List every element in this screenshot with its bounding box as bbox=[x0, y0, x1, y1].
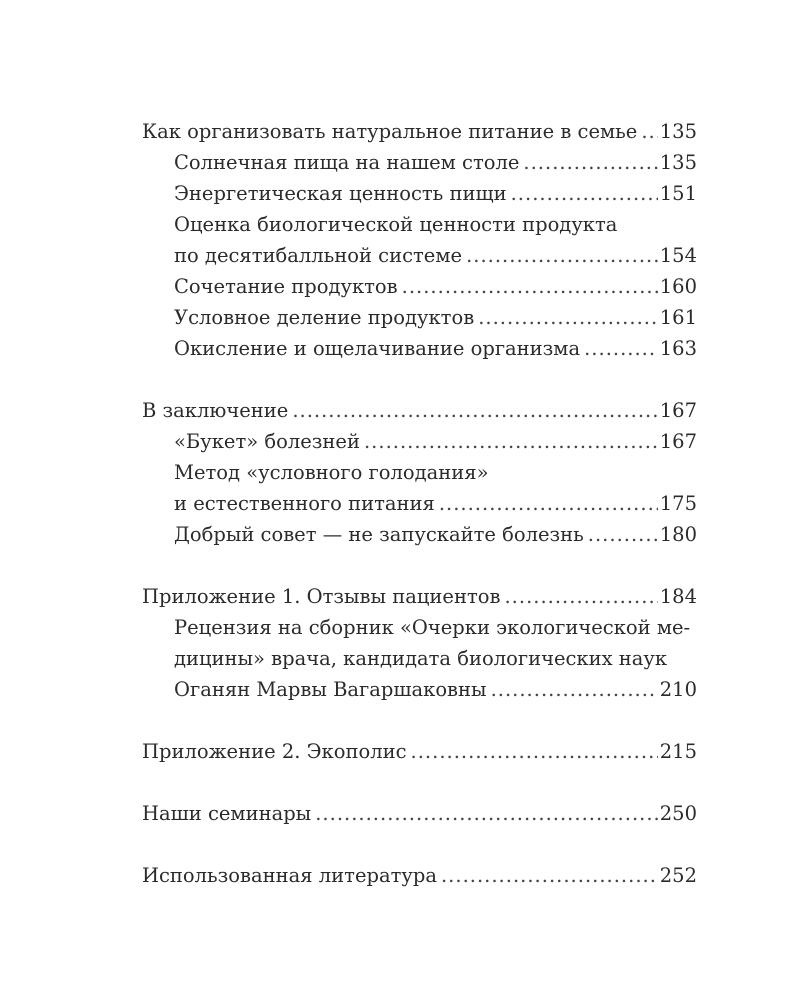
toc-leader-dots bbox=[478, 302, 658, 333]
toc-page-number: 154 bbox=[659, 244, 697, 267]
toc-page-number: 160 bbox=[659, 275, 697, 298]
toc-entry-title: Наши семинары bbox=[142, 802, 312, 825]
toc-page-number: 167 bbox=[659, 430, 697, 453]
toc-entry-title: Окисление и ощелачивание организма bbox=[174, 337, 581, 360]
toc-entry-title: Энергетическая ценность пищи bbox=[174, 182, 507, 205]
toc-leader-dots bbox=[402, 271, 658, 302]
toc-entry[interactable] bbox=[142, 581, 697, 612]
toc-leader-dots bbox=[641, 116, 657, 147]
toc-subentry[interactable] bbox=[142, 457, 697, 519]
toc-leader-dots bbox=[588, 519, 658, 550]
toc-page-number: 167 bbox=[659, 399, 697, 422]
toc-entry-title: и естественного питания bbox=[174, 492, 435, 515]
toc-subentry[interactable] bbox=[142, 519, 697, 550]
toc-page-number: 135 bbox=[659, 120, 697, 143]
toc-subentry[interactable] bbox=[142, 178, 697, 209]
toc-subentry[interactable] bbox=[142, 147, 697, 178]
toc-leader-dots bbox=[584, 333, 658, 364]
toc-leader-dots bbox=[439, 488, 658, 519]
toc-page-number: 252 bbox=[659, 864, 697, 887]
toc-entry-title: Оганян Марвы Вагаршаковны bbox=[174, 678, 487, 701]
toc-leader-dots bbox=[491, 674, 658, 705]
toc-entry-title: Приложение 2. Экополис bbox=[142, 740, 407, 763]
toc-subentry[interactable] bbox=[142, 209, 697, 271]
toc-leader-dots bbox=[411, 736, 658, 767]
toc-leader-dots bbox=[511, 178, 658, 209]
toc-entry-title: Использованная литература bbox=[142, 864, 437, 887]
toc-page-number: 210 bbox=[659, 678, 697, 701]
toc-entry[interactable] bbox=[142, 798, 697, 829]
table-of-contents bbox=[142, 116, 697, 891]
toc-leader-dots bbox=[504, 581, 657, 612]
toc-page-number: 250 bbox=[659, 802, 697, 825]
toc-entry[interactable] bbox=[142, 116, 697, 147]
toc-entry[interactable] bbox=[142, 736, 697, 767]
toc-entry-title: Сочетание продуктов bbox=[174, 275, 398, 298]
toc-entry-title: Солнечная пища на нашем столе bbox=[174, 151, 520, 174]
toc-page-number: 180 bbox=[659, 523, 697, 546]
toc-entry[interactable] bbox=[142, 395, 697, 426]
toc-page-number: 175 bbox=[659, 492, 697, 515]
toc-entry-title-line: дицины» врача, кандидата биологических наук bbox=[174, 647, 668, 670]
toc-leader-dots bbox=[364, 426, 658, 457]
toc-entry-title: Приложение 1. Отзывы пациентов bbox=[142, 585, 501, 608]
toc-entry-title-line: Оценка биологической ценности продукта bbox=[174, 213, 618, 236]
toc-entry-title: В заключение bbox=[142, 399, 289, 422]
toc-leader-dots bbox=[292, 395, 657, 426]
toc-subentry[interactable] bbox=[142, 333, 697, 364]
toc-entry-title: по десятибалльной системе bbox=[174, 244, 463, 267]
toc-page-number: 151 bbox=[659, 182, 697, 205]
toc-entry-title-line: Метод «условного голодания» bbox=[174, 461, 489, 484]
toc-subentry[interactable] bbox=[142, 271, 697, 302]
toc-entry-title: «Букет» болезней bbox=[174, 430, 360, 453]
toc-leader-dots bbox=[466, 240, 658, 271]
toc-page-number: 135 bbox=[659, 151, 697, 174]
toc-page-number: 163 bbox=[659, 337, 697, 360]
toc-page-number: 215 bbox=[659, 740, 697, 763]
toc-leader-dots bbox=[523, 147, 657, 178]
toc-entry-title-line: Рецензия на сборник «Очерки экологической ме- bbox=[174, 616, 691, 639]
toc-subentry[interactable] bbox=[142, 612, 697, 705]
toc-leader-dots bbox=[441, 860, 658, 891]
toc-entry-title: Как организовать натуральное питание в семье bbox=[142, 120, 638, 143]
toc-entry[interactable] bbox=[142, 860, 697, 891]
toc-subentry[interactable] bbox=[142, 426, 697, 457]
toc-page-number: 184 bbox=[659, 585, 697, 608]
toc-subentry[interactable] bbox=[142, 302, 697, 333]
toc-entry-title: Условное деление продуктов bbox=[174, 306, 475, 329]
toc-leader-dots bbox=[315, 798, 658, 829]
toc-entry-title: Добрый совет — не запускайте болезнь bbox=[174, 523, 584, 546]
toc-page-number: 161 bbox=[659, 306, 697, 329]
